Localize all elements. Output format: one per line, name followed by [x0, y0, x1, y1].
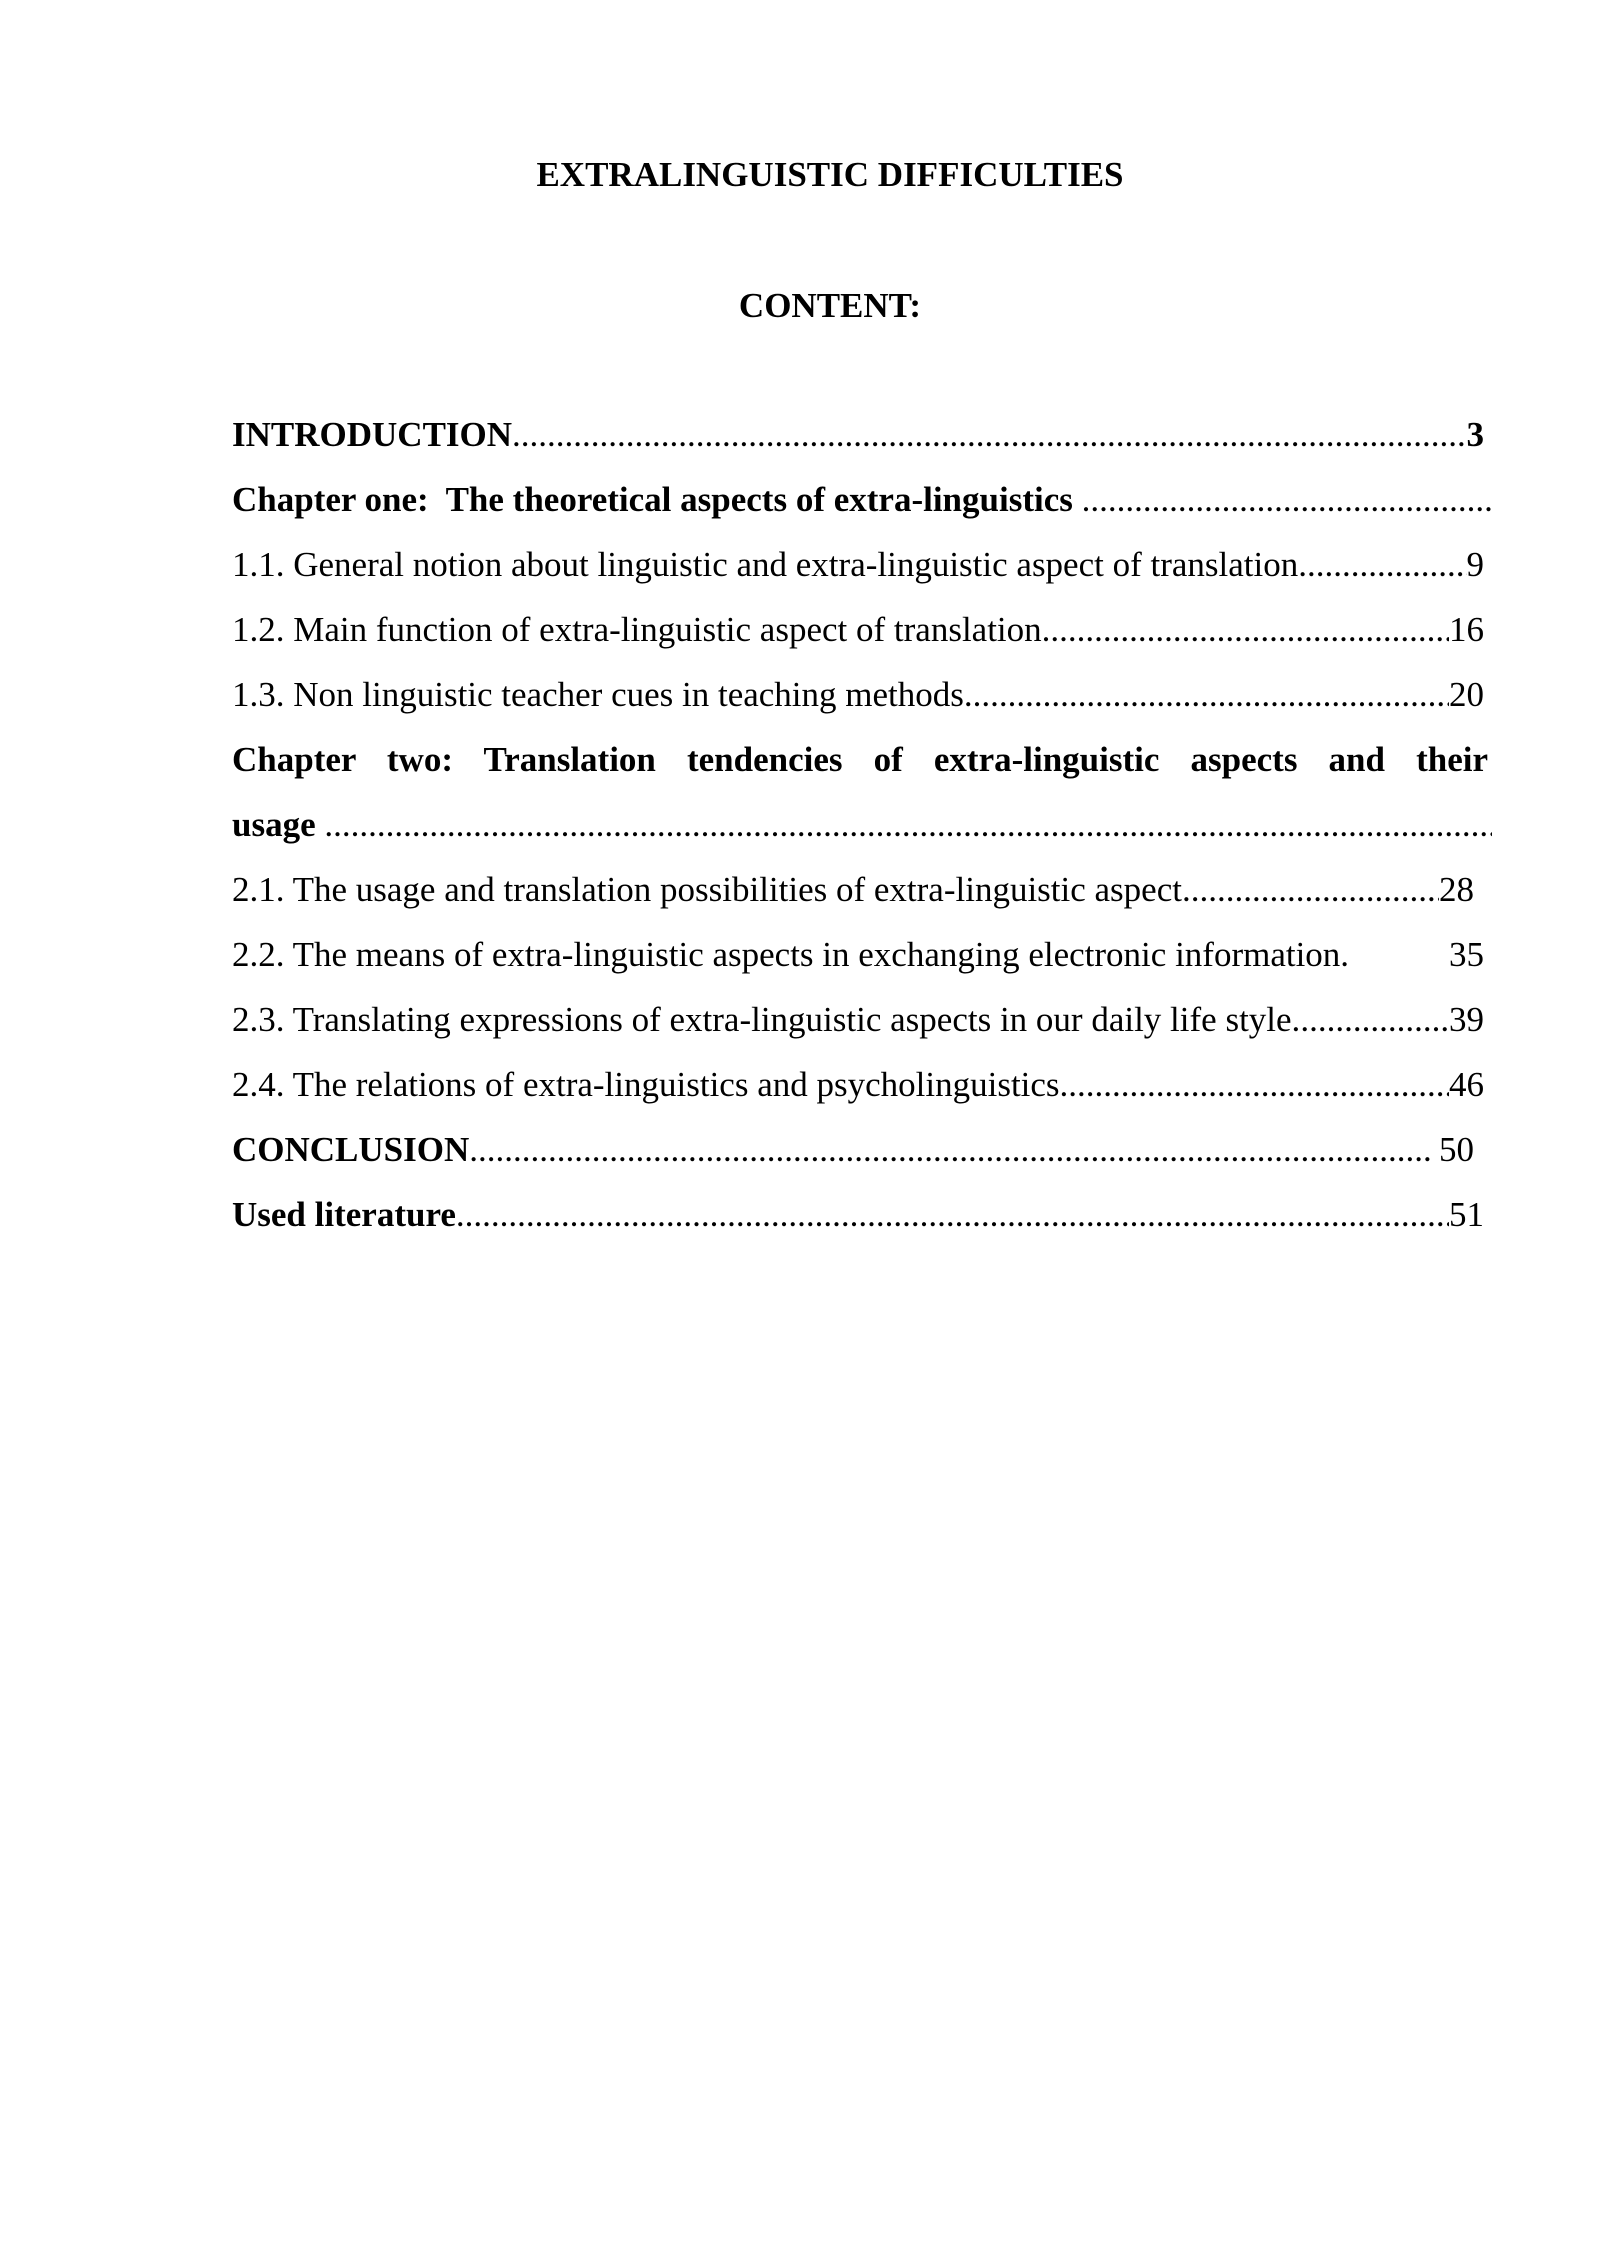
toc-page-number: 51	[1449, 1195, 1484, 1234]
toc-entry-chapter-two-continued[interactable]	[232, 802, 1492, 867]
toc-entry-label: 1.3. Non linguistic teacher cues in teaching methods	[232, 675, 964, 714]
toc-entry-label: Used literature	[232, 1195, 456, 1234]
toc-page-number: 50	[1430, 1130, 1474, 1169]
toc-dot-leader	[456, 1192, 1449, 1238]
document-title: EXTRALINGUISTIC DIFFICULTIES	[536, 155, 1124, 194]
toc-entry-1-2[interactable]	[232, 607, 1492, 672]
toc-entry-2-2[interactable]	[232, 932, 1492, 997]
toc-dot-leader	[1042, 607, 1449, 653]
toc-entry-1-1[interactable]	[232, 542, 1492, 607]
toc-entry-chapter-two[interactable]	[232, 737, 1492, 802]
toc-entry-2-4[interactable]	[232, 1062, 1492, 1127]
toc-entry-introduction[interactable]	[232, 412, 1492, 477]
toc-entry-1-3[interactable]	[232, 672, 1492, 737]
toc-entry-label: 2.1. The usage and translation possibilities of extra-linguistic aspect	[232, 870, 1182, 909]
toc-entry-label: usage	[232, 805, 325, 844]
toc-dot-leader	[1082, 477, 1492, 523]
toc-page-number: 39	[1449, 1000, 1484, 1039]
toc-entry-used-literature[interactable]	[232, 1192, 1492, 1257]
toc-entry-label: 2.4. The relations of extra-linguistics and psycholinguistics	[232, 1065, 1060, 1104]
toc-entry-label: 1.2. Main function of extra-linguistic aspect of translation	[232, 610, 1042, 649]
toc-page-number: 46	[1449, 1065, 1484, 1104]
toc-dot-leader	[1298, 542, 1466, 588]
toc-entry-label: INTRODUCTION	[232, 415, 513, 454]
toc-dot-leader	[1300, 997, 1449, 1043]
toc-heading: CONTENT:	[738, 286, 922, 325]
toc-dot-leader	[1182, 867, 1439, 913]
toc-entry-label: Chapter two: Translation tendencies of extra-linguistic aspects and their	[232, 740, 1488, 779]
toc-page-number: 9	[1466, 545, 1484, 584]
toc-dot-leader	[324, 802, 1492, 848]
toc-entry-label: 2.3. Translating expressions of extra-linguistic aspects in our daily life style.	[232, 1000, 1301, 1039]
toc-entry-conclusion[interactable]	[232, 1127, 1492, 1192]
toc-page-number: 28	[1439, 870, 1474, 909]
toc-entry-2-1[interactable]	[232, 867, 1492, 932]
toc-entry-label: Chapter one: The theoretical aspects of extra-linguistics	[232, 480, 1082, 519]
toc-entry-label: 2.2. The means of extra-linguistic aspects in exchanging electronic information.	[232, 935, 1350, 974]
toc-dot-leader	[469, 1127, 1430, 1173]
table-of-contents	[232, 412, 1492, 1257]
toc-entry-chapter-one[interactable]	[232, 477, 1492, 542]
toc-dot-leader	[964, 672, 1449, 718]
toc-entry-label: CONCLUSION	[232, 1130, 470, 1169]
toc-page-number: 35	[1449, 935, 1484, 974]
toc-entry-label: 1.1. General notion about linguistic and extra-linguistic aspect of translation	[232, 545, 1299, 584]
toc-entry-2-3[interactable]	[232, 997, 1492, 1062]
toc-page-number: 16	[1449, 610, 1484, 649]
toc-dot-leader	[512, 412, 1466, 458]
toc-page-number: 20	[1449, 675, 1484, 714]
toc-page-number: 3	[1466, 415, 1484, 454]
toc-dot-leader	[1060, 1062, 1449, 1108]
